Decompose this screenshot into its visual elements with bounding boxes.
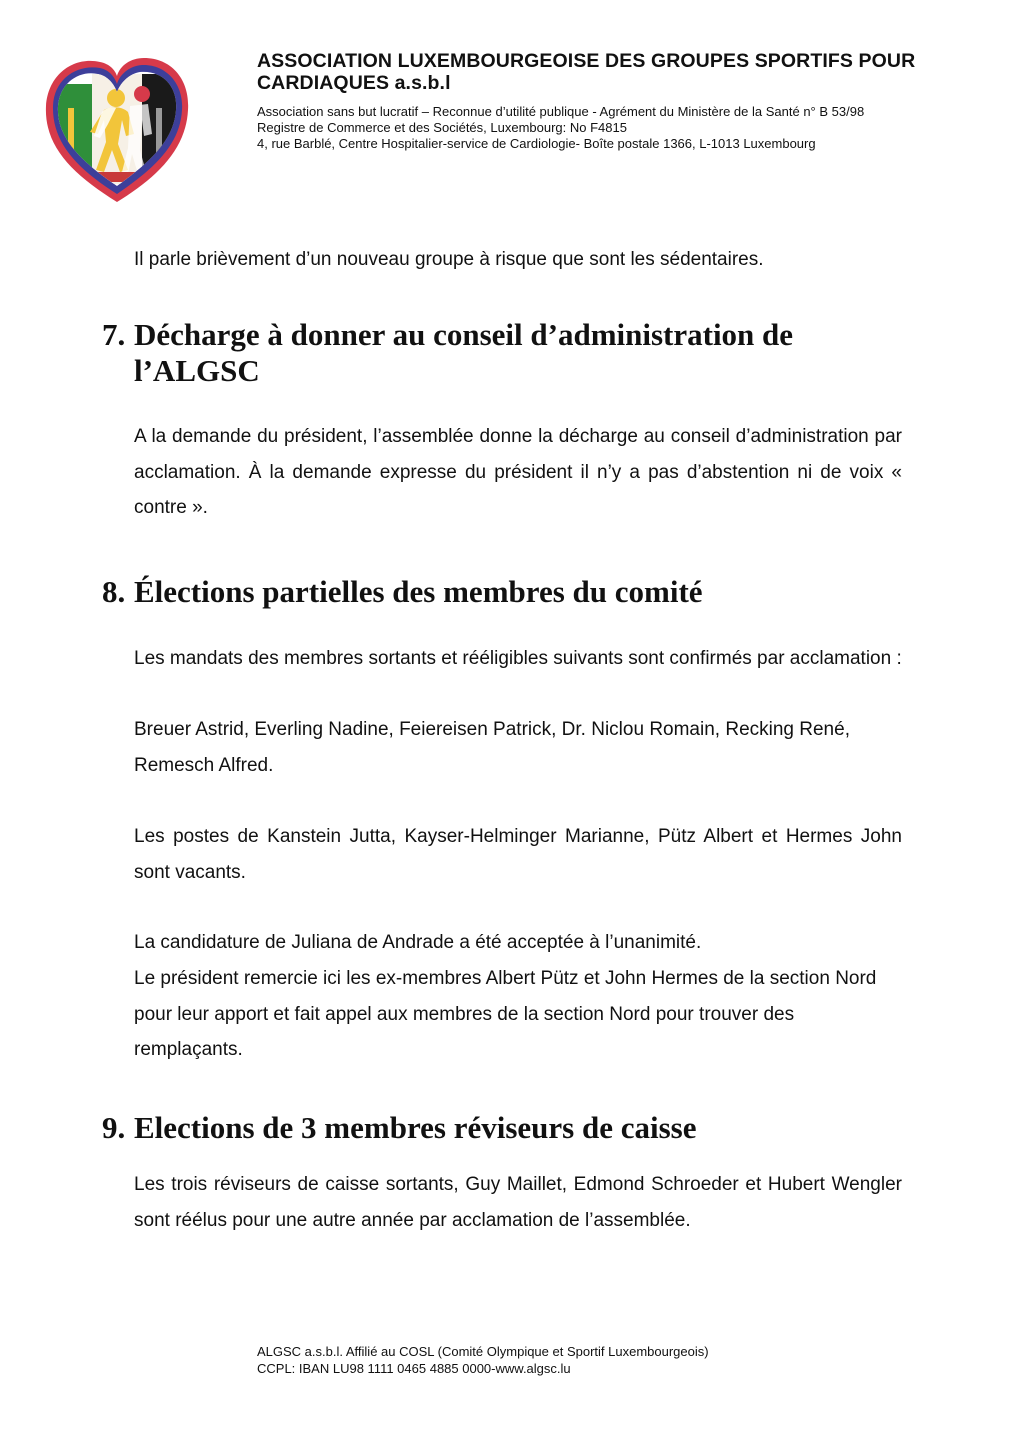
registry-line: Registre de Commerce et des Sociétés, Luxembourg: No F4815 <box>257 120 627 135</box>
section-9-paragraph: Les trois réviseurs de caisse sortants, Guy Maillet, Edmond Schroeder et Hubert Wengler sont réélus pour une autre année par acclamation de l’assemblée. <box>134 1174 902 1231</box>
letterhead <box>257 50 997 152</box>
section-title: Elections de 3 membres réviseurs de caisse <box>134 1110 697 1145</box>
section-number: 8. <box>102 574 126 609</box>
affiliation-line: ALGSC a.s.b.l. Affilié au COSL (Comité Olympique et Sportif Luxembourgeois) <box>257 1344 709 1359</box>
section-9-heading <box>102 1110 902 1146</box>
section-8-paragraph-3: Les postes de Kanstein Jutta, Kayser-Helminger Marianne, Pütz Albert et Hermes John sont vacants. <box>134 826 902 883</box>
page-footer <box>257 1343 957 1377</box>
section-8-heading <box>102 574 902 610</box>
heart-logo-icon <box>42 54 192 204</box>
section-8-paragraph-2: Breuer Astrid, Everling Nadine, Feiereisen Patrick, Dr. Niclou Romain, Recking René, Remesch Alfred. <box>134 719 850 776</box>
bank-website-line: CCPL: IBAN LU98 1111 0465 4885 0000-www.algsc.lu <box>257 1361 571 1376</box>
section-8-paragraph-1: Les mandats des membres sortants et rééligibles suivants sont confirmés par acclamation : <box>134 648 902 669</box>
section-title: Élections partielles des membres du comité <box>134 574 703 609</box>
section-title: Décharge à donner au conseil d’administration de l’ALGSC <box>134 317 794 388</box>
address-line: 4, rue Barblé, Centre Hospitalier-service de Cardiologie- Boîte postale 1366, L-1013 Luxembourg <box>257 136 816 151</box>
intro-paragraph: Il parle brièvement d’un nouveau groupe à risque que sont les sédentaires. <box>134 249 764 270</box>
section-7-paragraph: A la demande du président, l’assemblée donne la décharge au conseil d’administration par acclamation. À la demande expresse du président il n’y a pas d’abstention ni de voix « contre ». <box>134 426 902 518</box>
section-8-paragraph-4: La candidature de Juliana de Andrade a été acceptée à l’unanimité. <box>134 932 702 953</box>
section-number: 7. <box>102 317 126 352</box>
section-8-paragraph-5: Le président remercie ici les ex-membres Albert Pütz et John Hermes de la section Nord pour leur apport et fait appel aux membres de la section Nord pour trouver des remplaçants. <box>134 968 877 1060</box>
section-7-heading <box>102 317 902 389</box>
association-status-line: Association sans but lucratif – Reconnue d’utilité publique - Agrément du Ministère de la Santé n° B 53/98 <box>257 104 865 119</box>
section-number: 9. <box>102 1110 126 1145</box>
organization-title: ASSOCIATION LUXEMBOURGEOISE DES GROUPES SPORTIFS POUR CARDIAQUES a.s.b.l <box>257 50 916 94</box>
